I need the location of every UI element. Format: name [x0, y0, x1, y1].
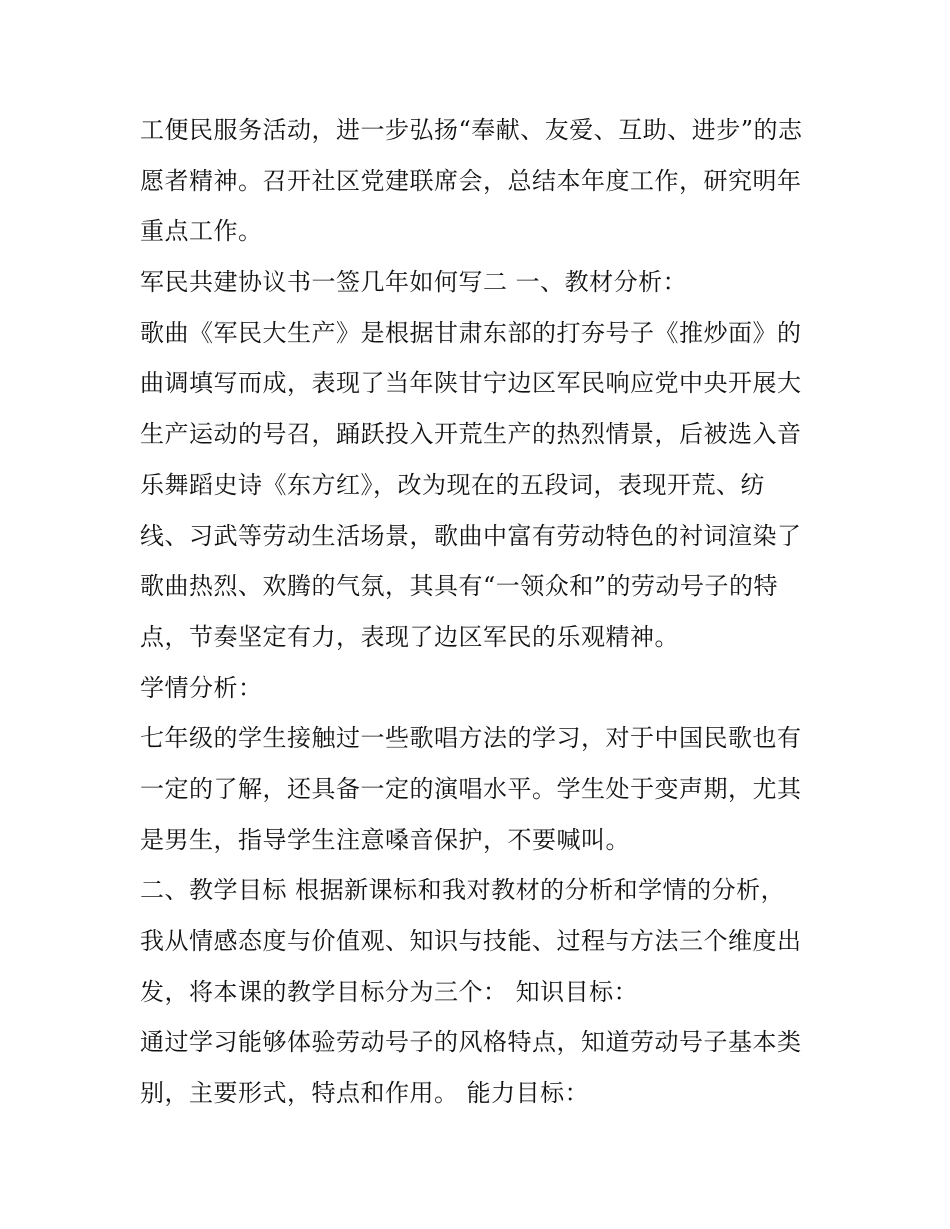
text-line: 歌曲《军民大生产》是根据甘肃东部的打夯号子《推炒面》的	[140, 318, 802, 347]
text-line: 线、习武等劳动生活场景，歌曲中富有劳动特色的衬词渲染了	[140, 521, 802, 550]
section-heading: 二、教学目标 根据新课标和我对教材的分析和学情的分析，	[140, 876, 786, 905]
text-line: 重点工作。	[140, 217, 263, 246]
text-line: 是男生，指导学生注意嗓音保护，不要喊叫。	[140, 825, 630, 854]
text-line: 愿者精神。召开社区党建联席会，总结本年度工作，研究明年	[140, 166, 802, 195]
section-heading: 学情分析：	[140, 673, 263, 702]
text-line: 一定的了解，还具备一定的演唱水平。学生处于变声期，尤其	[140, 774, 802, 803]
text-line: 别，主要形式，特点和作用。 能力目标：	[140, 1079, 590, 1108]
text-line: 生产运动的号召，踊跃投入开荒生产的热烈情景，后被选入音	[140, 420, 802, 449]
section-heading: 军民共建协议书一签几年如何写二 一、教材分析：	[140, 268, 688, 297]
text-line: 点，节奏坚定有力，表现了边区军民的乐观精神。	[140, 622, 679, 651]
text-line: 通过学习能够体验劳动号子的风格特点，知道劳动号子基本类	[140, 1028, 802, 1057]
text-line: 发，将本课的教学目标分为三个： 知识目标：	[140, 977, 639, 1006]
text-line: 工便民服务活动，进一步弘扬“奉献、友爱、互助、进步”的志	[140, 116, 803, 144]
text-line: 我从情感态度与价值观、知识与技能、过程与方法三个维度出	[140, 927, 802, 955]
text-line: 歌曲热烈、欢腾的气氛，其具有“一领众和”的劳动号子的特	[140, 572, 779, 601]
text-line: 七年级的学生接触过一些歌唱方法的学习，对于中国民歌也有	[140, 724, 802, 753]
text-line: 乐舞蹈史诗《东方红》，改为现在的五段词，表现开荒、纺	[140, 470, 765, 499]
text-line: 曲调填写而成，表现了当年陕甘宁边区军民响应党中央开展大	[140, 369, 802, 398]
document-body	[140, 105, 820, 1119]
